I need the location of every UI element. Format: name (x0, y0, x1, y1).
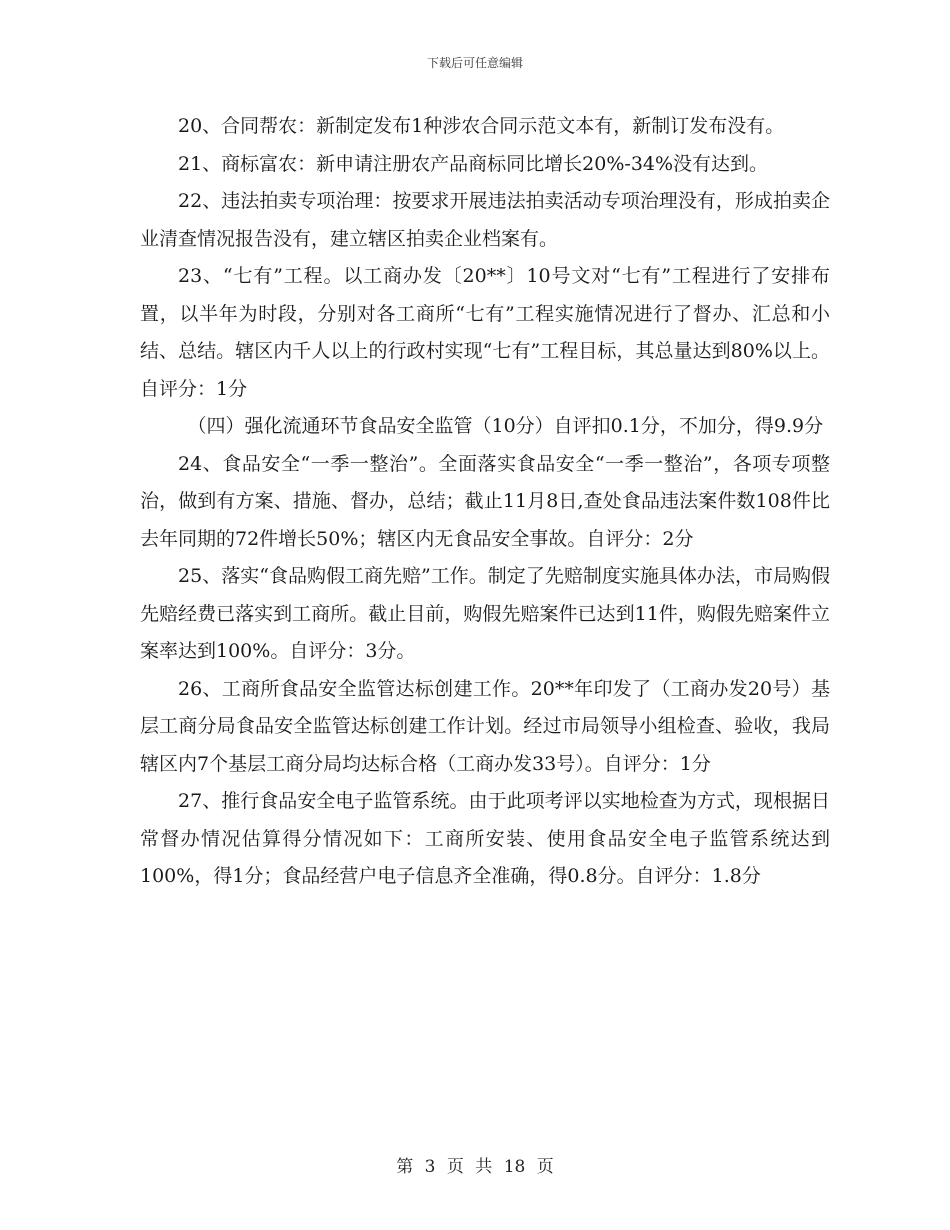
paragraph-item-20: 20、合同帮农：新制定发布1种涉农合同示范文本有，新制订发布没有。 (178, 115, 785, 137)
paragraph-item-21: 21、商标富农：新申请注册农产品商标同比增长20%-34%没有达到。 (178, 152, 769, 175)
paragraph-item-25: 25、落实“食品购假工商先赔”工作。制定了先赔制度实施具体办法，市局购假先赔经费已落实到工商所。截止目前，购假先赔案件已达到11件，购假先赔案件立案率达到100%。自评分：3分。 (140, 565, 830, 662)
paragraph-item-22: 22、违法拍卖专项治理：按要求开展违法拍卖活动专项治理没有，形成拍卖企业清查情况报告没有，建立辖区拍卖企业档案有。 (140, 190, 830, 250)
paragraph-item-23: 23、“七有”工程。以工商办发〔20**〕10号文对“七有”工程进行了安排布置，以半年为时段，分别对各工商所“七有”工程实施情况进行了督办、汇总和小结、总结。辖区内千人以上的行政村实现“七有”工程目标，其总量达到80%以上。自评分：1分 (140, 265, 830, 400)
section-heading-4: （四）强化流通环节食品安全监管（10分）自评扣0.1分，不加分，得9.9分 (187, 415, 824, 437)
page-footer: 第 3 页 共 18 页 (396, 1157, 554, 1177)
page-header: 下载后可任意编辑 (426, 56, 523, 70)
paragraph-item-27: 27、推行食品安全电子监管系统。由于此项考评以实地检查为方式，现根据日常督办情况估算得分情况如下：工商所安装、使用食品安全电子监管系统达到100%，得1分；食品经营户电子信息齐全准确，得0.8分。自评分：1.8分 (140, 790, 830, 887)
paragraph-item-26: 26、工商所食品安全监管达标创建工作。20**年印发了（工商办发20号）基层工商分局食品安全监管达标创建工作计划。经过市局领导小组检查、验收，我局辖区内7个基层工商分局均达标合格（工商办发33号）。自评分：1分 (140, 677, 830, 775)
paragraph-item-24: 24、食品安全“一季一整治”。全面落实食品安全“一季一整治”，各项专项整治，做到有方案、措施、督办，总结；截止11月8日,查处食品违法案件数108件比去年同期的72件增长50%；辖区内无食品安全事故。自评分：2分 (140, 452, 830, 550)
document-body (140, 108, 830, 896)
